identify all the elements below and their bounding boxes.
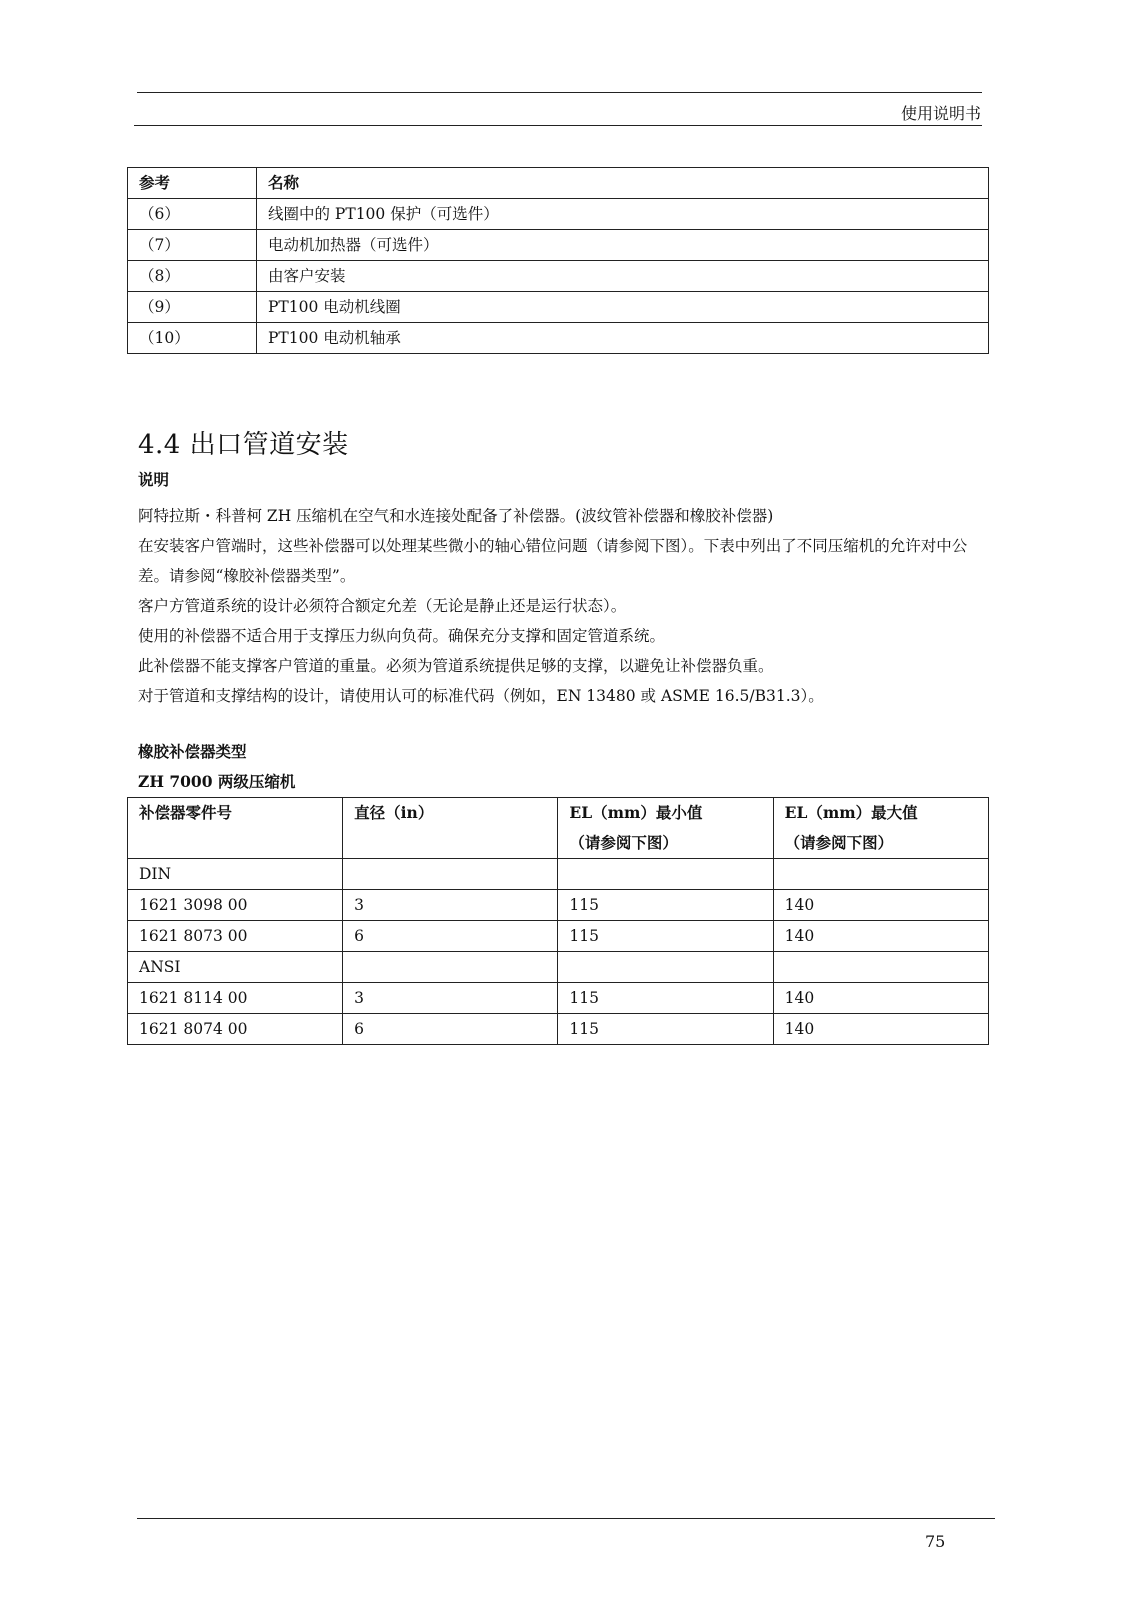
table-cell: 1621 8114 00 <box>128 983 343 1014</box>
table-cell: PT100 电动机轴承 <box>257 323 989 354</box>
table-header-row <box>128 798 989 859</box>
paragraph: 在安装客户管端时，这些补偿器可以处理某些微小的轴心错位问题（请参阅下图）。下表中列出了不同压缩机的允许对中公差。请参阅“橡胶补偿器类型”。 <box>138 537 968 585</box>
table-row <box>128 323 989 354</box>
table-cell: 1621 3098 00 <box>128 890 343 921</box>
table-cell: 140 <box>773 983 988 1014</box>
table-cell <box>343 952 558 983</box>
section-heading: 4.4 出口管道安装 <box>138 430 349 460</box>
table-row <box>128 1014 989 1045</box>
table-cell: 3 <box>343 890 558 921</box>
table-cell <box>773 859 988 890</box>
header-rule-bottom <box>134 125 982 126</box>
table-cell: 115 <box>558 890 773 921</box>
paragraph: 使用的补偿器不适合用于支撑压力纵向负荷。确保充分支撑和固定管道系统。 <box>138 627 666 645</box>
table-cell <box>773 952 988 983</box>
table-row <box>128 983 989 1014</box>
column-header-name: 名称 <box>257 168 989 199</box>
table-cell: DIN <box>128 859 343 890</box>
paragraph: 对于管道和支撑结构的设计，请使用认可的标准代码（例如，EN 13480 或 ASME 16.5/B31.3）。 <box>138 687 824 705</box>
table-row <box>128 199 989 230</box>
footer-rule <box>137 1518 995 1519</box>
column-header-part-number <box>128 798 343 859</box>
compensator-table <box>127 797 989 1045</box>
table-cell: （7） <box>128 230 257 261</box>
paragraph: 客户方管道系统的设计必须符合额定允差（无论是静止还是运行状态）。 <box>138 597 627 615</box>
table-cell: 电动机加热器（可选件） <box>257 230 989 261</box>
table-row <box>128 890 989 921</box>
table-header-row <box>128 168 989 199</box>
table-cell: 6 <box>343 921 558 952</box>
header-line: EL（mm）最小值 <box>569 803 703 822</box>
table-cell: 3 <box>343 983 558 1014</box>
table-row <box>128 292 989 323</box>
table-cell: 由客户安装 <box>257 261 989 292</box>
document-title: 使用说明书 <box>900 104 981 123</box>
table-cell: 140 <box>773 890 988 921</box>
table-cell: 6 <box>343 1014 558 1045</box>
table-row <box>128 952 989 983</box>
table-cell <box>558 859 773 890</box>
column-header-el-max <box>773 798 988 859</box>
compressor-model-subtitle: ZH 7000 两级压缩机 <box>138 772 296 791</box>
header-line: （请参阅下图） <box>569 833 678 852</box>
table-cell: 线圈中的 PT100 保护（可选件） <box>257 199 989 230</box>
page-number: 75 <box>925 1532 946 1551</box>
column-header-el-min <box>558 798 773 859</box>
table-cell <box>343 859 558 890</box>
paragraph: 此补偿器不能支撑客户管道的重量。必须为管道系统提供足够的支撑，以避免让补偿器负重。 <box>138 657 774 675</box>
table-row <box>128 859 989 890</box>
paragraph: 阿特拉斯・科普柯 ZH 压缩机在空气和水连接处配备了补偿器。(波纹管补偿器和橡胶补偿器) <box>138 507 774 525</box>
column-header-diameter <box>343 798 558 859</box>
table-cell: （9） <box>128 292 257 323</box>
compensator-types-title: 橡胶补偿器类型 <box>138 742 247 761</box>
description-label: 说明 <box>138 470 170 489</box>
table-cell: PT100 电动机线圈 <box>257 292 989 323</box>
table-cell: （6） <box>128 199 257 230</box>
table-cell: 1621 8074 00 <box>128 1014 343 1045</box>
table-row <box>128 261 989 292</box>
table-cell: 1621 8073 00 <box>128 921 343 952</box>
table-cell: ANSI <box>128 952 343 983</box>
header-line: 补偿器零件号 <box>139 803 233 822</box>
table-cell: 140 <box>773 1014 988 1045</box>
table-cell: （8） <box>128 261 257 292</box>
table-cell: （10） <box>128 323 257 354</box>
header-line <box>354 828 546 858</box>
table-row <box>128 230 989 261</box>
table-cell: 115 <box>558 1014 773 1045</box>
reference-table <box>127 167 989 354</box>
table-cell <box>558 952 773 983</box>
table-cell: 115 <box>558 983 773 1014</box>
header-line: 直径（in） <box>354 803 434 822</box>
column-header-reference: 参考 <box>128 168 257 199</box>
header-rule-top <box>137 92 982 93</box>
table-row <box>128 921 989 952</box>
header-line <box>139 828 331 858</box>
description-body <box>138 501 988 711</box>
table-cell: 140 <box>773 921 988 952</box>
header-line: （请参阅下图） <box>784 833 894 852</box>
header-line: EL（mm）最大值 <box>784 803 918 822</box>
table-cell: 115 <box>558 921 773 952</box>
